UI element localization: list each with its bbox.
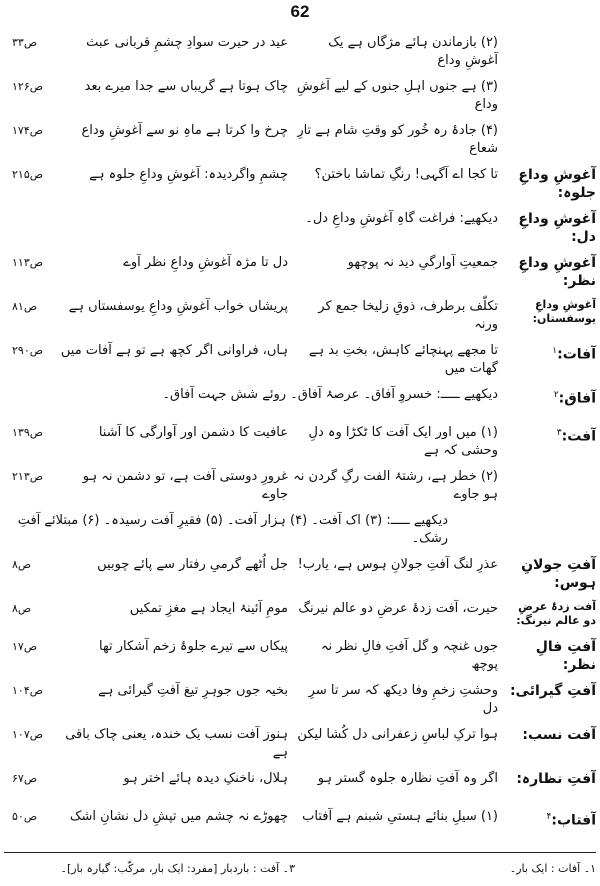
verse-first-line: (۱) سیلِ بنائے ہستیِ شبنم ہے آفتاب <box>302 809 498 824</box>
page-reference: ص۵۰ <box>12 810 38 823</box>
verse-first-line: تکلّف برطرف، ذوقِ زلیخا جمع کر ورنہ <box>318 299 498 332</box>
verse-second-line: ہلال، ناخنکِ دیدہ ہائے اختر ہو <box>123 771 288 786</box>
page-reference: ص۱۷۴ <box>12 124 44 137</box>
entry-headword-cell <box>502 210 596 246</box>
verse-first-line: اگر وہ آفتِ نظارہ جلوہ گستر ہو <box>317 771 498 786</box>
verse-second-line: چرخ وا کرتا ہے ماہِ نو سے آغوشِ وداع <box>81 123 288 138</box>
entry-row <box>4 206 596 250</box>
verse-first-line: (۲) خطر ہے، رشتۂ الفت رگِ گردن نہ ہو جاوے <box>293 469 498 502</box>
page-reference: ص۱۰۷ <box>12 728 44 741</box>
page-reference: ص۲۱۳ <box>12 470 44 483</box>
page-reference: ص۱۰۴ <box>12 684 44 697</box>
verse-second-line: عافیت کا دشمن اور آوارگی کا آشنا <box>98 425 288 440</box>
footnote-1: ۱۔ آفات : ایک بار۔ <box>509 862 596 875</box>
entry-headword: آفتاب: <box>551 812 596 829</box>
entry-headword: آفتِ نظارہ: <box>516 771 596 787</box>
cross-reference: دیکھیے ـــــ: (۳) اک آفت۔ (۴) ہزار آفت۔ (۵) فقیرِ آفت رسیدہ۔ (۶) مبتلائے آفتِ رشک۔ <box>17 513 448 546</box>
entry-headword-cell <box>502 682 596 700</box>
entry-row <box>4 162 596 206</box>
entry-row <box>4 294 596 338</box>
entry-headword: آغوشِ وداعِ یوسفستاں: <box>532 298 596 325</box>
entry-headword-cell <box>502 342 596 364</box>
verse-second-line: دل تا مژہ آغوشِ وداعِ نظر آوے <box>123 255 288 270</box>
verse-first-line: حیرت، آفت زدۂ عرضِ دو عالم نیرنگ <box>298 601 498 616</box>
entry-headword: آفتِ گیرائی: <box>509 683 596 699</box>
cross-reference: دیکھیے ـــــ: خسروِ آفاق۔ عرصۂ آفاق۔ روئے شش جہت آفاق۔ <box>162 387 498 402</box>
entry-headword-cell <box>502 770 596 788</box>
entry-row <box>4 420 596 464</box>
verse-second-line: چاک ہوتا ہے گریباں سے جدا میرے بعد <box>84 79 288 94</box>
entry-headword-cell <box>502 638 596 674</box>
verse-first-line: وحشتِ زخمِ وفا دیکھ کہ سر تا سرِ دل <box>308 683 498 716</box>
entry-headword: آغوشِ وداعِ دل: <box>518 211 596 245</box>
entry-headword: آغوشِ وداعِ نظر: <box>518 255 596 289</box>
page-reference: ص۱۷ <box>12 640 38 653</box>
entry-row <box>4 596 596 634</box>
entry-headword: آفتِ فالِ نظر: <box>535 639 596 673</box>
entry-row <box>4 118 596 162</box>
entry-headword: آفاق: <box>558 390 596 407</box>
verse-first-line: تا مجھے پہنچائے کاہش، بختِ بد ہے گھات میں <box>308 343 498 376</box>
entry-headword-cell <box>502 386 596 408</box>
entry-headword: آفتِ جولانِ ہوس: <box>521 557 596 591</box>
cross-reference: دیکھیے: فراغت گاہِ آغوشِ وداعِ دل۔ <box>305 211 498 226</box>
verse-second-line: مومِ آئینۂ ایجاد ہے مغزِ تمکیں <box>129 601 288 616</box>
entries <box>4 30 596 842</box>
footnote-marker: ۲ <box>553 390 559 400</box>
entry-row <box>4 338 596 382</box>
entry-row <box>4 804 596 842</box>
entry-headword: آغوشِ وداعِ جلوہ: <box>518 167 596 201</box>
verse-first-line: ہوا ترکِ لباسِ زعفرانی دل کُشا لیکن <box>297 727 498 742</box>
verse-first-line: جوں غنچہ و گل آفتِ فالِ نظر نہ پوچھ <box>320 639 498 672</box>
verse-second-line: جل اُٹھے گرمیِ رفتار سے پائے چوبیں <box>97 557 288 572</box>
verse-second-line: عید در حیرت سوادِ چشمِ قربانی عبث <box>86 35 288 50</box>
entry-headword-cell <box>502 808 596 830</box>
page-reference: ص۶۷ <box>12 772 38 785</box>
entry-headword-cell <box>502 556 596 592</box>
entry-row <box>4 678 596 722</box>
verse-first-line: (۲) بازماندن ہائے مژگاں ہے یک آغوشِ وداع <box>328 35 498 68</box>
entry-row <box>4 508 596 552</box>
footnotes <box>4 861 596 877</box>
verse-second-line: ہنوز آفت نسب یک خندہ، یعنی چاک باقی ہے <box>65 727 288 760</box>
entry-row <box>4 30 596 74</box>
page-reference: ص۱۳۹ <box>12 426 44 439</box>
entry-headword: آفت زدۂ عرضِ دو عالم نیرنگ: <box>516 600 596 627</box>
verse-first-line: تا کجا اے آگہی! رنگِ تماشا باختن؟ <box>314 167 498 182</box>
page-reference: ص۸ <box>12 558 32 571</box>
verse-first-line: جمعیتِ آوارگیِ دید نہ پوچھو <box>347 255 498 270</box>
verse-second-line: بخیہ جوں جوہرِ تیغ آفتِ گیرائی ہے <box>98 683 288 698</box>
page-reference: ص۳۳ <box>12 36 38 49</box>
entry-row <box>4 74 596 118</box>
verse-second-line: غرورِ دوستی آفت ہے، تو دشمن نہ ہو جاوے <box>82 469 288 502</box>
entry-headword: آفات: <box>557 346 596 363</box>
entry-headword: آفت: <box>561 428 596 445</box>
verse-first-line: (۴) جادۂ رہ خُور کو وقتِ شام ہے تارِ شعاع <box>297 123 498 156</box>
page-reference: ص۲۱۵ <box>12 168 44 181</box>
page-reference: ص۸ <box>12 602 32 615</box>
footnote-3: ۳۔ آفت : باردبار [مفرد: ایک بار، مرکّب: گیارہ بار]۔ <box>60 862 295 875</box>
verse-first-line: (۳) ہے جنوں اہلِ جنوں کے لیے آغوشِ وداع <box>296 79 498 112</box>
verse-second-line: ہاں، فراوانی اگر کچھ ہے تو ہے آفات میں <box>60 343 288 358</box>
page-reference: ص۱۱۳ <box>12 256 44 269</box>
entry-row <box>4 464 596 508</box>
entry-headword-cell <box>502 726 596 744</box>
footnote-marker: ۴ <box>546 812 552 822</box>
entry-headword-cell <box>502 600 596 628</box>
entry-headword-cell <box>502 424 596 446</box>
entry-headword-cell <box>502 298 596 326</box>
page-reference: ص۱۲۶ <box>12 80 44 93</box>
entry-row <box>4 766 596 804</box>
footnote-marker: ۱ <box>552 346 558 356</box>
entry-headword-cell <box>502 166 596 202</box>
entry-row <box>4 722 596 766</box>
page-number: 62 <box>290 2 310 21</box>
verse-second-line: پیکاں سے تیرے جلوۂ زخم آشکار تھا <box>99 639 288 654</box>
verse-second-line: چھوڑے نہ چشم میں تپشِ دل نشانِ اشک <box>69 809 288 824</box>
entry-row <box>4 250 596 294</box>
entry-row <box>4 552 596 596</box>
verse-second-line: پریشاں خواب آغوشِ وداعِ یوسفستاں ہے <box>68 299 288 314</box>
entry-headword: آفت نسب: <box>522 727 596 743</box>
page-reference: ص۲۹۰ <box>12 344 44 357</box>
verse-first-line: عذرِ لنگ آفتِ جولانِ ہوس ہے، یارب! <box>297 557 498 572</box>
page-reference: ص۸۱ <box>12 300 38 313</box>
footnote-divider <box>4 852 596 853</box>
verse-first-line: (۱) میں اور ایک آفت کا ٹکڑا وہ دلِ وحشی کہ ہے <box>308 425 498 458</box>
footnote-marker: ۳ <box>556 428 562 438</box>
entry-row <box>4 382 596 420</box>
entry-headword-cell <box>502 254 596 290</box>
entry-row <box>4 634 596 678</box>
verse-second-line: چشمِ واگردیدہ: آغوشِ وداعِ جلوہ ہے <box>89 167 288 182</box>
